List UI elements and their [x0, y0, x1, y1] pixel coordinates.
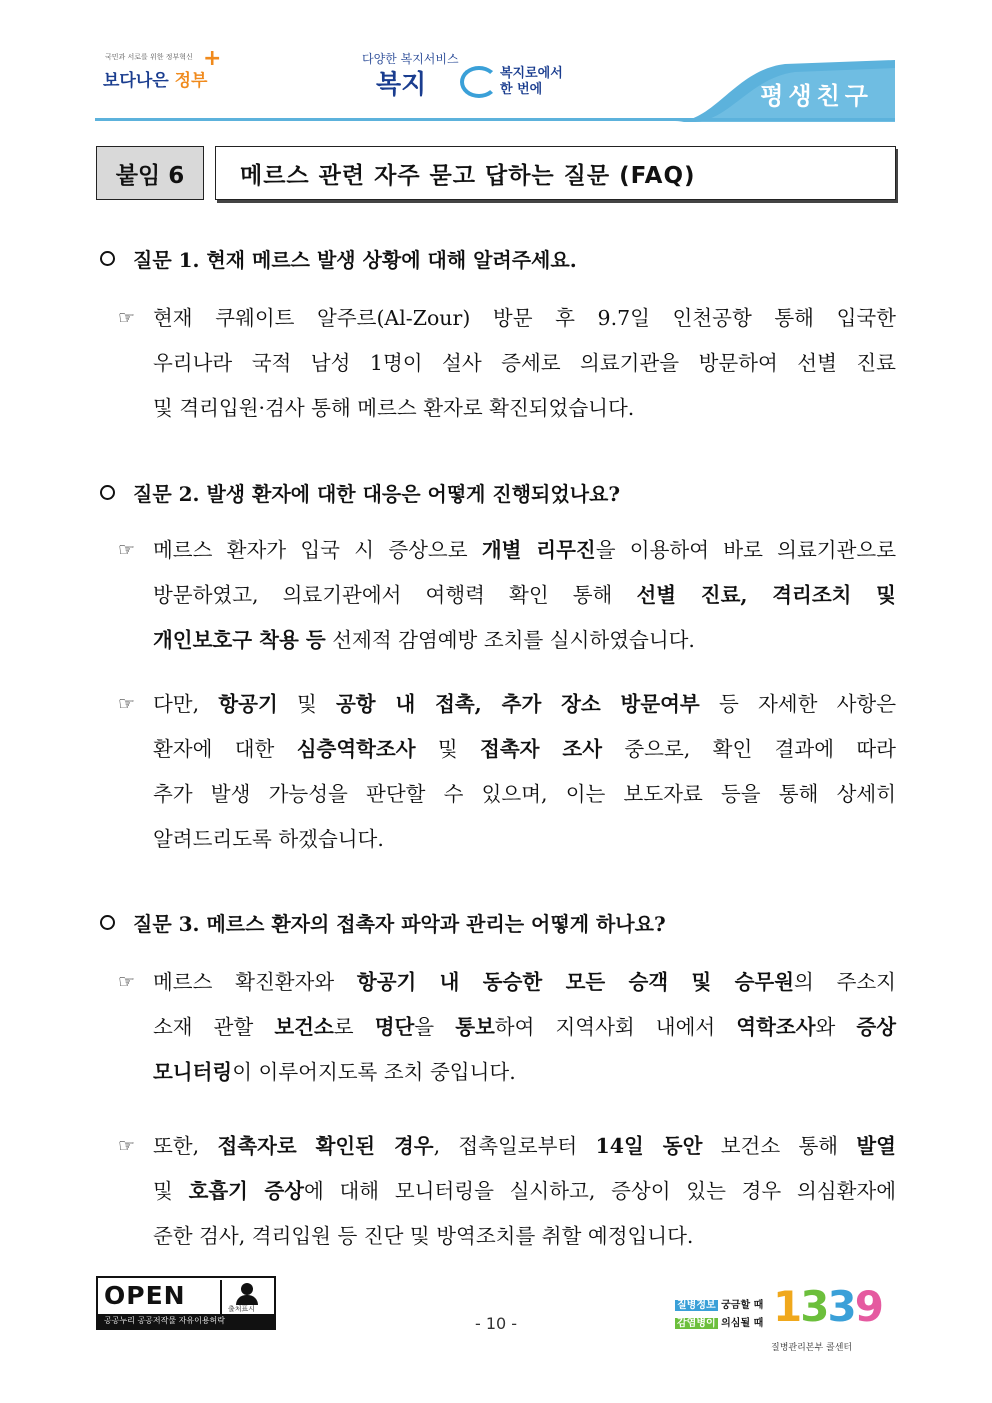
question-1-text: 질문 1. 현재 메르스 발생 상황에 대해 알려주세요.: [133, 248, 577, 272]
question-1: [100, 244, 577, 273]
answer-3-2: [118, 1124, 896, 1259]
banner-text: 평생친구: [760, 82, 873, 110]
page-title: 메르스 관련 자주 묻고 답하는 질문 (FAQ): [215, 146, 896, 200]
license-strip: 공공누리 공공저작물 자유이용허락: [98, 1314, 274, 1328]
government-logo-text: 보다나은 정부: [103, 71, 208, 91]
bokjiro-slogan: 복지로에서 한 번에: [500, 66, 563, 97]
bokjiro-main: 복지: [376, 70, 427, 100]
callcenter-caption: 질병관리본부 콜센터: [771, 1343, 853, 1353]
open-word: OPEN: [104, 1281, 186, 1310]
person-icon: [220, 1280, 274, 1314]
pointing-hand-icon: ☞: [118, 539, 136, 561]
answer-line: 및 호흡기 증상에 대해 모니터링을 실시하고, 증상이 있는 경우 의심환자에: [153, 1179, 896, 1203]
answer-2-2: [118, 682, 896, 862]
government-logo: [103, 46, 233, 102]
attribution-label: 출처표시: [228, 1305, 256, 1313]
answer-1-1: [118, 296, 896, 431]
pointing-hand-icon: ☞: [118, 1135, 136, 1157]
banner-lifetime-friend: [675, 60, 895, 122]
answer-line: 또한, 접촉자로 확인된 경우, 접촉일로부터 14일 동안 보건소 통해 발열: [153, 1134, 896, 1158]
answer-line: 방문하였고, 의료기관에서 여행력 확인 통해 선별 진료, 격리조치 및: [153, 583, 896, 607]
plus-icon: +: [203, 46, 222, 71]
page-number: - 10 -: [474, 1314, 518, 1333]
ring-icon: [460, 66, 498, 98]
answer-line: 메르스 환자가 입국 시 증상으로 개별 리무진을 이용하여 바로 의료기관으로: [153, 538, 896, 562]
bokjiro-logo: [360, 50, 580, 110]
government-logo-tagline: 국민과 서로를 위한 정부혁신: [105, 53, 193, 61]
circle-bullet-icon: [100, 915, 115, 930]
attachment-tag: 붙임 6: [96, 146, 204, 200]
answer-line: 다만, 항공기 및 공항 내 접촉, 추가 장소 방문여부 등 자세한 사항은: [153, 692, 897, 716]
answer-line: 소재 관할 보건소로 명단을 통보하여 지역사회 내에서 역학조사와 증상: [153, 1015, 896, 1039]
callcenter-logo-1339: [675, 1282, 895, 1362]
answer-line: 준한 검사, 격리입원 등 진단 및 방역조치를 취할 예정입니다.: [153, 1224, 694, 1248]
question-2: [100, 478, 620, 507]
circle-bullet-icon: [100, 485, 115, 500]
callcenter-number: 1339: [773, 1282, 882, 1331]
question-3: [100, 908, 666, 937]
answer-2-1: [118, 528, 896, 663]
callcenter-tag-1: 질병정보 궁금할 때: [677, 1300, 764, 1311]
pointing-hand-icon: ☞: [118, 971, 136, 993]
answer-line: 환자에 대한 심층역학조사 및 접촉자 조사 중으로, 확인 결과에 따라: [153, 737, 896, 761]
question-3-text: 질문 3. 메르스 환자의 접촉자 파악과 관리는 어떻게 하나요?: [133, 912, 666, 936]
answer-3-1: [118, 960, 896, 1095]
pointing-hand-icon: ☞: [118, 693, 136, 715]
circle-bullet-icon: [100, 251, 115, 266]
answer-line: 추가 발생 가능성을 판단할 수 있으며, 이는 보도자료 등을 통해 상세히: [153, 782, 896, 806]
answer-line: 알려드리도록 하겠습니다.: [153, 827, 384, 851]
page-header: [95, 40, 895, 122]
answer-line: 개인보호구 착용 등 선제적 감염예방 조치를 실시하였습니다.: [153, 628, 695, 652]
header-divider: [95, 118, 895, 121]
answer-line: 우리나라 국적 남성 1명이 설사 증세로 의료기관을 방문하여 선별 진료: [153, 351, 896, 375]
answer-line: 및 격리입원·검사 통해 메르스 환자로 확진되었습니다.: [153, 396, 635, 420]
answer-line: 메르스 확진환자와 항공기 내 동승한 모든 승객 및 승무원의 주소지: [153, 970, 896, 994]
callcenter-tag-2: 감염병이 의심될 때: [677, 1318, 764, 1329]
answer-line: 모니터링이 이루어지도록 조치 중입니다.: [153, 1060, 516, 1084]
answer-line: 현재 쿠웨이트 알주르(Al-Zour) 방문 후 9.7일 인천공항 통해 입국한: [153, 306, 896, 330]
bokjiro-subtitle: 다양한 복지서비스: [362, 52, 459, 66]
pointing-hand-icon: ☞: [118, 307, 136, 329]
question-2-text: 질문 2. 발생 환자에 대한 대응은 어떻게 진행되었나요?: [133, 482, 621, 506]
